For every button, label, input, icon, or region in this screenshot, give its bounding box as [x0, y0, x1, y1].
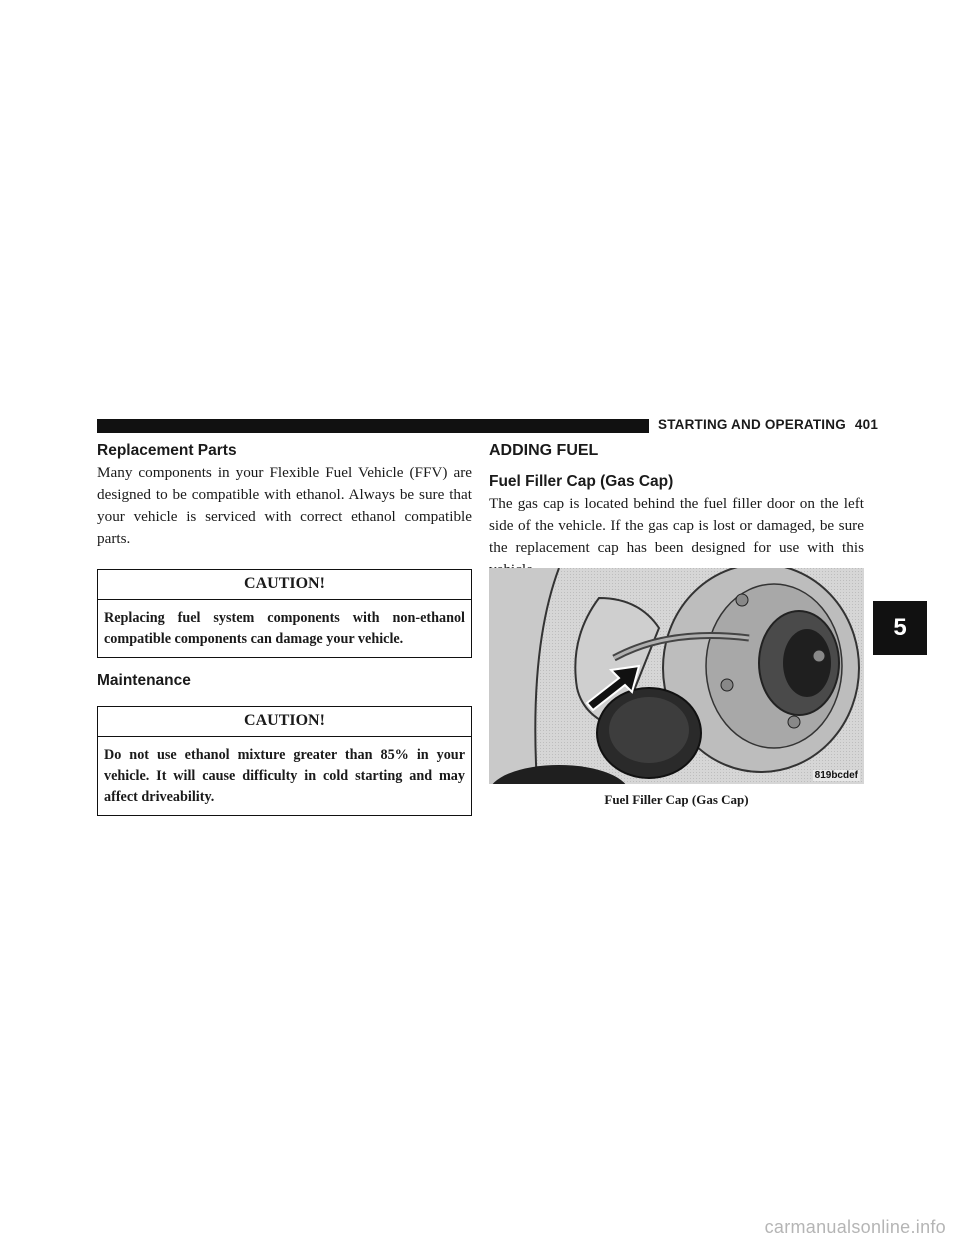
- replacement-parts-body: Many components in your Flexible Fuel Vehicle (FFV) are designed to be compatible with ethanol. Always be sure that your vehicle is serviced with correct ethanol compatible parts.: [97, 464, 472, 547]
- replacement-parts-heading: Replacement Parts: [97, 442, 237, 459]
- page-number: 401: [854, 417, 879, 432]
- watermark: carmanualsonline.info: [764, 1217, 946, 1237]
- caution-title-2: CAUTION!: [98, 707, 471, 737]
- figure-code: 819bcdef: [814, 770, 858, 781]
- chapter-tab: 5: [873, 601, 927, 655]
- fuel-filler-cap-heading: Fuel Filler Cap (Gas Cap): [489, 473, 674, 490]
- maintenance-heading: Maintenance: [97, 672, 191, 689]
- header-rule: [97, 419, 649, 433]
- figure-caption: Fuel Filler Cap (Gas Cap): [604, 792, 749, 807]
- header-section-title: STARTING AND OPERATING: [658, 417, 846, 432]
- running-header: [658, 417, 878, 432]
- right-column: [489, 440, 864, 581]
- fuel-filler-cap-figure: [489, 568, 864, 784]
- caution-box-2: [97, 706, 472, 816]
- adding-fuel-heading: ADDING FUEL: [489, 442, 599, 459]
- left-column: [97, 440, 472, 816]
- caution-title-1: CAUTION!: [98, 570, 471, 600]
- caution-text-1: Replacing fuel system components with non-ethanol compatible components can damage your vehicle.: [104, 610, 465, 647]
- caution-box-1: [97, 569, 472, 658]
- caution-text-2: Do not use ethanol mixture greater than 85% in your vehicle. It will cause difficulty in cold starting and may affect driveability.: [104, 747, 465, 805]
- fuel-filler-cap-body: The gas cap is located behind the fuel filler door on the left side of the vehicle. If the gas cap is lost or damaged, be sure the replacement cap has been designed for use with this: [489, 495, 864, 556]
- fuel-filler-illustration: [489, 568, 864, 784]
